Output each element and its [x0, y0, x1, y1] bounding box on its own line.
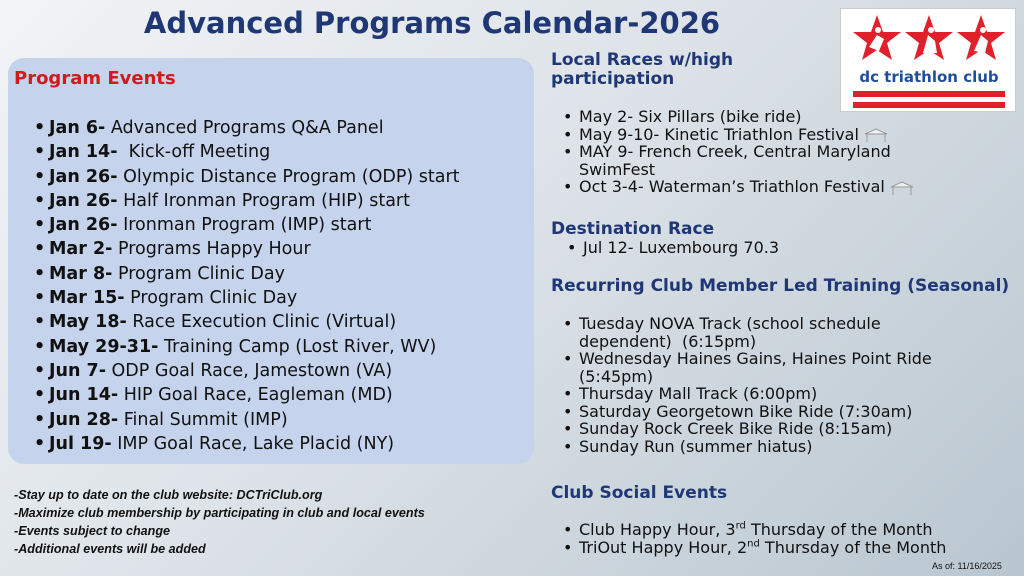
list-item: • MAY 9- French Creek, Central Maryland	[563, 143, 915, 161]
list-item-continued: dependent) (6:15pm)	[579, 331, 757, 351]
page-title: Advanced Programs Calendar-2026	[143, 6, 721, 40]
list-item: • May 2- Six Pillars (bike ride)	[563, 108, 915, 126]
list-item: • Jan 6- Advanced Programs Q&A Panel	[34, 116, 460, 140]
tent-icon	[863, 127, 889, 143]
local-races-heading: Local Races w/high participation	[551, 50, 734, 89]
list-item: • Mar 8- Program Clinic Day	[34, 262, 460, 286]
list-item: • Jan 26- Olympic Distance Program (ODP) start	[34, 165, 460, 189]
program-events-heading: Program Events	[14, 68, 176, 89]
note-website: -Stay up to date on the club website: DCTriClub.org	[14, 488, 323, 502]
logo-text: dc triathlon club	[859, 68, 999, 86]
list-item: • Tuesday NOVA Track (school schedule	[563, 315, 932, 333]
destination-race-heading: Destination Race	[551, 219, 715, 239]
local-races-list	[563, 108, 915, 196]
recurring-training-heading: Recurring Club Member Led Training (Seasonal)	[551, 276, 1010, 296]
list-item: • TriOut Happy Hour, 2nd Thursday of the Month	[563, 539, 946, 557]
list-item: • Jan 26- Ironman Program (IMP) start	[34, 213, 460, 237]
list-item: • Jun 14- HIP Goal Race, Eagleman (MD)	[34, 383, 460, 407]
dc-triathlon-club-logo	[840, 8, 1016, 112]
tent-icon	[889, 180, 915, 196]
list-item: • Sunday Rock Creek Bike Ride (8:15am)	[563, 420, 932, 438]
list-item: • Jun 7- ODP Goal Race, Jamestown (VA)	[34, 359, 460, 383]
as-of-date: As of: 11/16/2025	[932, 561, 1002, 571]
recurring-training-list	[563, 315, 932, 455]
list-item: • Sunday Run (summer hiatus)	[563, 438, 932, 456]
program-events-list	[34, 116, 460, 456]
list-item: • Saturday Georgetown Bike Ride (7:30am)	[563, 403, 932, 421]
list-item: • Jul 12- Luxembourg 70.3	[567, 239, 779, 257]
list-item: • Wednesday Haines Gains, Haines Point Ride	[563, 350, 932, 368]
note-change: -Events subject to change	[14, 524, 171, 538]
list-item-continued: SwimFest	[579, 159, 656, 179]
list-item-continued: (5:45pm)	[579, 366, 654, 386]
list-item: • May 29-31- Training Camp (Lost River, WV)	[34, 335, 460, 359]
list-item: • Jun 28- Final Summit (IMP)	[34, 408, 460, 432]
list-item: • Mar 15- Program Clinic Day	[34, 286, 460, 310]
list-item: • Club Happy Hour, 3rd Thursday of the Month	[563, 521, 946, 539]
logo-stripe	[853, 91, 1005, 97]
list-item: • Jan 26- Half Ironman Program (HIP) start	[34, 189, 460, 213]
list-item: • Mar 2- Programs Happy Hour	[34, 237, 460, 261]
destination-race-list	[567, 239, 779, 257]
social-events-heading: Club Social Events	[551, 483, 728, 503]
list-item: • Jul 19- IMP Goal Race, Lake Placid (NY)	[34, 432, 460, 456]
list-item: • May 9-10- Kinetic Triathlon Festival	[563, 126, 915, 144]
note-additional: -Additional events will be added	[14, 542, 206, 556]
red-stars-icon	[851, 13, 1007, 69]
list-item: • May 18- Race Execution Clinic (Virtual)	[34, 310, 460, 334]
social-events-list	[563, 521, 946, 556]
note-membership: -Maximize club membership by participating in club and local events	[14, 506, 425, 520]
list-item: • Jan 14- Kick-off Meeting	[34, 140, 460, 164]
footnotes	[14, 486, 425, 558]
list-item: • Oct 3-4- Waterman’s Triathlon Festival	[563, 178, 915, 196]
list-item: • Thursday Mall Track (6:00pm)	[563, 385, 932, 403]
